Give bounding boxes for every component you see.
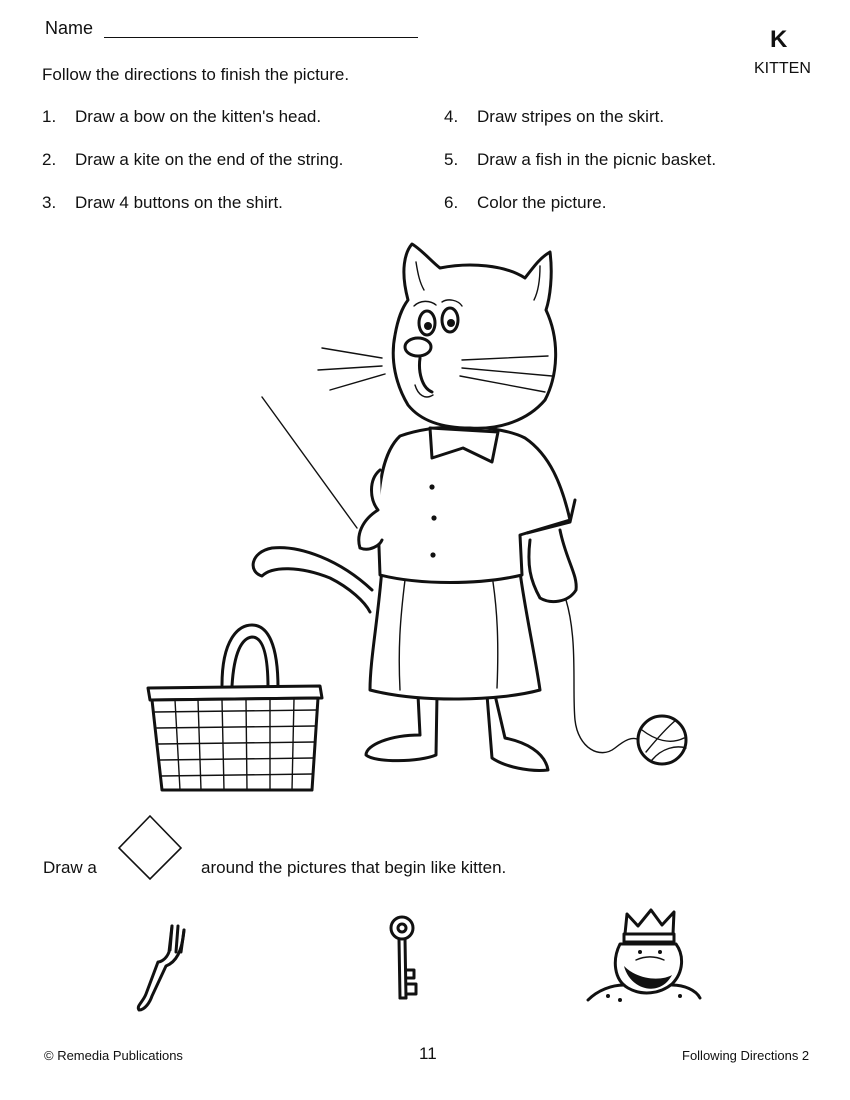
- picnic-basket-illustration[interactable]: [148, 625, 322, 790]
- diamond-shape-icon: [119, 816, 181, 879]
- direction-text: Draw a bow on the kitten's head.: [75, 107, 322, 126]
- direction-number: 3.: [42, 193, 57, 212]
- king-picture[interactable]: [588, 910, 700, 1002]
- footer-book-title: Following Directions 2: [682, 1048, 810, 1063]
- kitten-illustration[interactable]: [318, 244, 576, 770]
- direction-number: 2.: [42, 150, 57, 169]
- direction-number: 1.: [42, 107, 57, 126]
- direction-number: 4.: [444, 107, 459, 126]
- direction-text: Draw stripes on the skirt.: [477, 107, 665, 126]
- kitten-tail: [253, 548, 372, 612]
- focus-letter: K: [770, 26, 788, 53]
- activity-instruction: around the pictures that begin like kitten.: [201, 858, 507, 877]
- direction-text: Draw a fish in the picnic basket.: [477, 150, 717, 169]
- page-number: 11: [419, 1044, 437, 1063]
- name-label: Name: [45, 18, 94, 38]
- fork-picture[interactable]: [138, 926, 184, 1010]
- direction-text: Color the picture.: [477, 193, 607, 212]
- key-picture[interactable]: [391, 917, 416, 998]
- footer-copyright: © Remedia Publications: [44, 1048, 183, 1063]
- activity-prefix: Draw a: [43, 858, 97, 877]
- direction-number: 5.: [444, 150, 459, 169]
- direction-text: Draw a kite on the end of the string.: [75, 150, 344, 169]
- direction-number: 6.: [444, 193, 459, 212]
- kite-string-illustration: [262, 397, 357, 528]
- yarn-ball-illustration: [566, 600, 686, 764]
- direction-text: Draw 4 buttons on the shirt.: [75, 193, 283, 212]
- focus-word: KITTEN: [754, 60, 811, 77]
- instructions-intro: Follow the directions to finish the picture.: [42, 65, 350, 84]
